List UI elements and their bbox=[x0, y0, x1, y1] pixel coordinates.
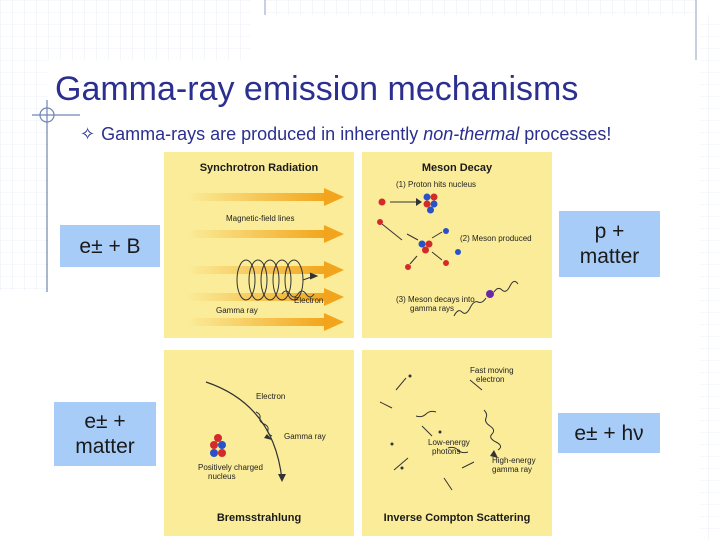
high-energy-line1: High-energy bbox=[492, 456, 536, 465]
brems-electron-label: Electron bbox=[256, 392, 286, 401]
fast-electron-line1: Fast moving bbox=[470, 366, 514, 375]
bullet-text-suffix: processes! bbox=[519, 124, 612, 144]
magnetic-field-arrows bbox=[186, 188, 344, 331]
bremsstrahlung-diagram bbox=[164, 350, 354, 536]
label-em-line2: matter bbox=[75, 435, 135, 458]
brems-gamma-wave bbox=[256, 412, 272, 436]
slide-title: Gamma-ray emission mechanisms bbox=[55, 70, 579, 108]
label-e-matter bbox=[54, 402, 156, 466]
label-ehv-text: e± + hν bbox=[574, 421, 644, 445]
grid-top-right bbox=[265, 0, 695, 15]
bremsstrahlung-title: Bremsstrahlung bbox=[216, 512, 302, 524]
field-lines-label: Magnetic-field lines bbox=[226, 214, 295, 223]
meson-particle bbox=[486, 290, 494, 298]
meson-step-1: (1) Proton hits nucleus bbox=[396, 180, 477, 189]
low-energy-line1: Low-energy bbox=[428, 438, 470, 447]
star-bullet-icon: ✧ bbox=[80, 124, 96, 144]
meson-decay-panel bbox=[362, 152, 552, 338]
label-eb bbox=[60, 225, 160, 267]
high-energy-line2: gamma ray bbox=[492, 465, 533, 474]
nucleus-label-line1: Positively charged bbox=[198, 463, 263, 472]
incoming-proton bbox=[379, 199, 386, 206]
meson-gamma-wave-1 bbox=[494, 281, 518, 292]
meson-step-3-line1: (3) Meson decays into bbox=[396, 295, 475, 304]
inverse-compton-panel bbox=[362, 350, 552, 536]
synchrotron-diagram bbox=[164, 152, 354, 338]
label-p-matter bbox=[559, 211, 660, 277]
nucleus-label-line2: nucleus bbox=[208, 472, 236, 481]
grid-top-left bbox=[0, 0, 250, 60]
label-p-line2: matter bbox=[579, 245, 640, 268]
grid-right bbox=[700, 15, 720, 540]
bullet-text-prefix: Gamma-rays are produced in inherently bbox=[101, 124, 424, 144]
bullet-text-emphasis: non-thermal bbox=[423, 124, 520, 144]
grid-left bbox=[0, 60, 48, 290]
slide-bullet bbox=[80, 124, 611, 145]
fast-electron-line2: electron bbox=[476, 375, 505, 384]
charged-nucleus bbox=[210, 434, 226, 457]
nucleus-top bbox=[424, 194, 438, 214]
label-p-line1: p + bbox=[594, 220, 625, 243]
meson-title: Meson Decay bbox=[421, 162, 493, 174]
meson-step-3-line2: gamma rays bbox=[410, 304, 455, 313]
photon-wave-1 bbox=[416, 411, 436, 416]
label-eb-text: e± + B bbox=[79, 234, 141, 258]
brems-gamma-label: Gamma ray bbox=[284, 432, 326, 441]
label-e-hv bbox=[558, 413, 660, 453]
compton-gamma-wave bbox=[484, 410, 501, 450]
low-energy-line2: photons bbox=[432, 447, 461, 456]
electron-label: Electron bbox=[294, 296, 324, 305]
nucleus-middle bbox=[419, 241, 433, 254]
bremsstrahlung-panel bbox=[164, 350, 354, 536]
meson-step-2: (2) Meson produced bbox=[460, 234, 532, 243]
synchrotron-panel bbox=[164, 152, 354, 338]
gamma-ray-label: Gamma ray bbox=[216, 306, 258, 315]
label-em-line1: e± + bbox=[84, 410, 126, 433]
compton-title: Inverse Compton Scattering bbox=[383, 512, 531, 524]
synchrotron-title: Synchrotron Radiation bbox=[199, 162, 319, 174]
